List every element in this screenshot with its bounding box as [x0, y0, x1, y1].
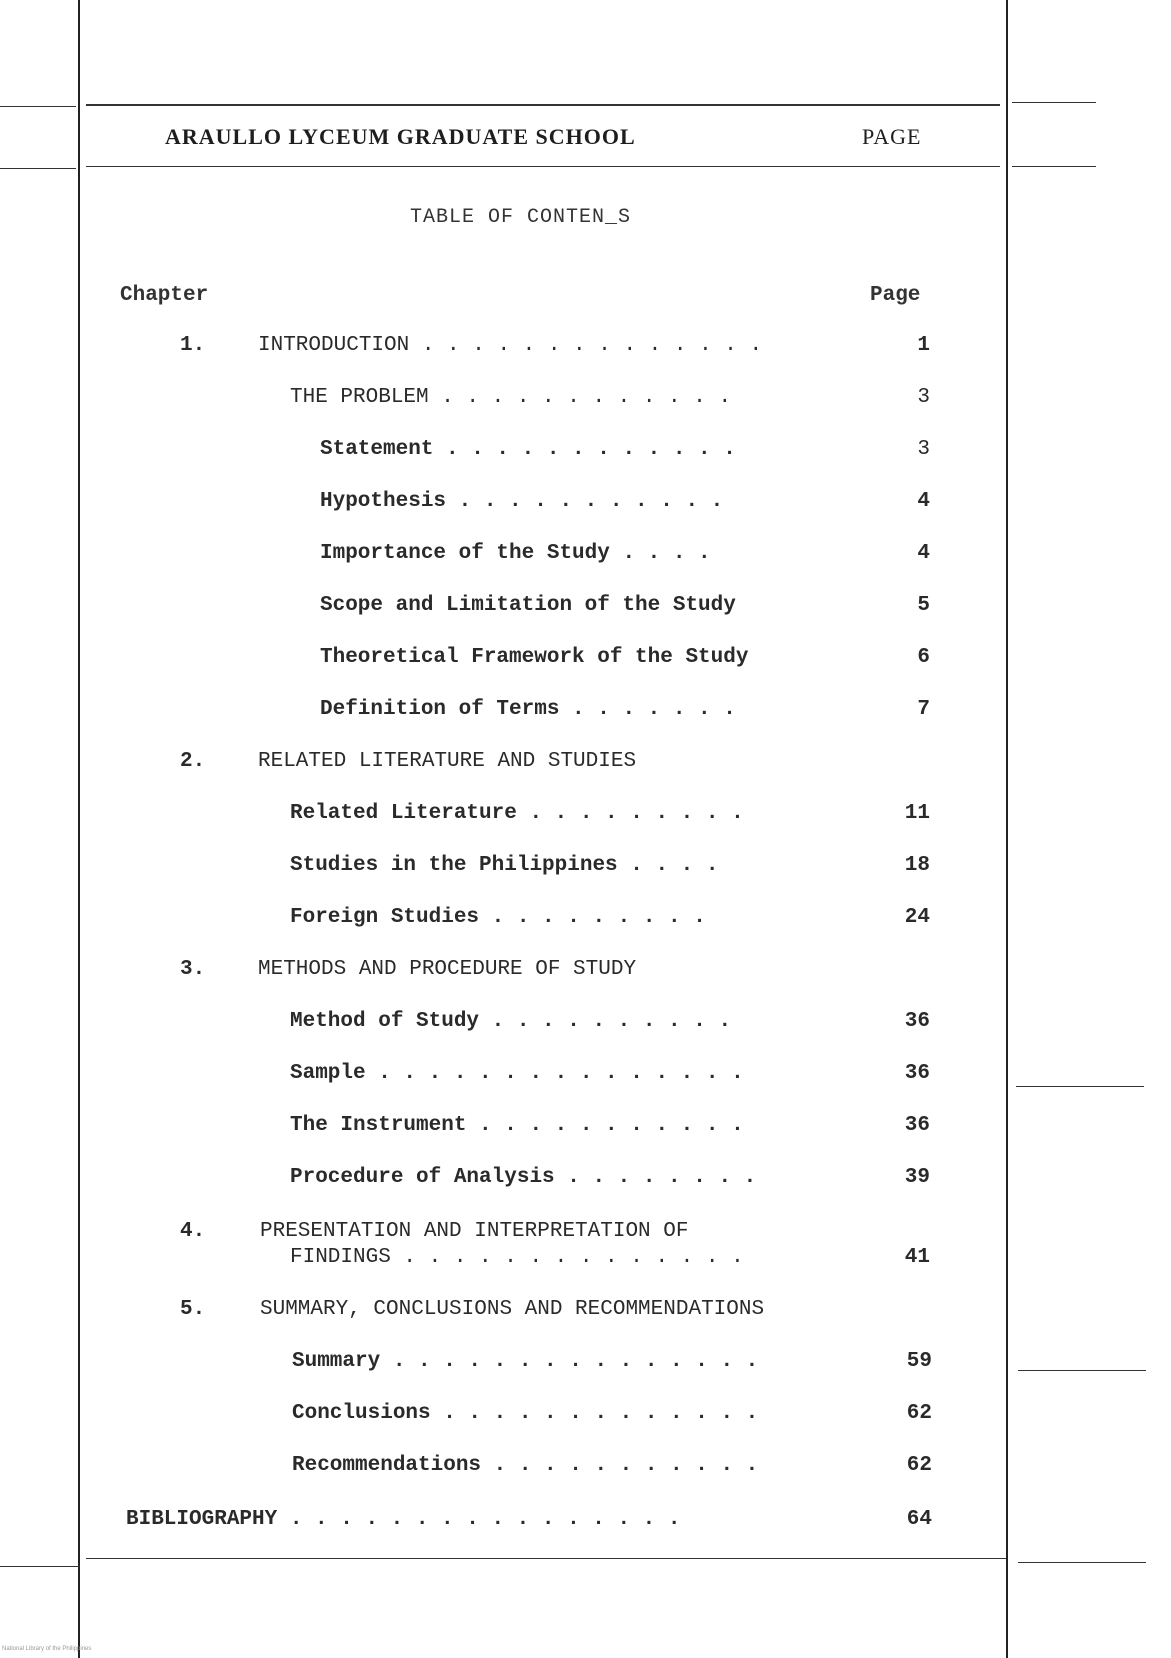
toc-entry: Summary . . . . . . . . . . . . . . .: [292, 1350, 759, 1373]
toc-entry: Related Literature . . . . . . . . .: [290, 802, 744, 825]
footer-rule: [86, 1558, 1006, 1559]
toc-entry: INTRODUCTION . . . . . . . . . . . . . .: [258, 334, 763, 357]
toc-entry: THE PROBLEM . . . . . . . . . . . .: [290, 386, 732, 409]
toc-page-number: 3: [917, 438, 930, 461]
toc-page-number: 36: [904, 1114, 930, 1137]
chapter-number: 4.: [180, 1220, 206, 1243]
toc-entry: Importance of the Study . . . .: [320, 542, 711, 565]
chapter-column-label: Chapter: [120, 284, 209, 307]
toc-page-number: 62: [906, 1454, 932, 1477]
toc-entry-continuation: FINDINGS . . . . . . . . . . . . . .: [290, 1246, 744, 1269]
toc-entry: Definition of Terms . . . . . . .: [320, 698, 736, 721]
left-outer-rule-top: [0, 106, 76, 107]
toc-page-number: 24: [904, 906, 930, 929]
toc-entry: Foreign Studies . . . . . . . . .: [290, 906, 706, 929]
toc-page-number: 6: [917, 646, 930, 669]
toc-entry: Studies in the Philippines . . . .: [290, 854, 719, 877]
toc-page-number: 3: [917, 386, 930, 409]
right-outer-rule-2: [1018, 1370, 1146, 1371]
toc-entry: The Instrument . . . . . . . . . . .: [290, 1114, 744, 1137]
toc-page-number: 1: [917, 334, 930, 357]
toc-page-number: 4: [917, 542, 930, 565]
toc-entry: Conclusions . . . . . . . . . . . . .: [292, 1402, 759, 1425]
toc-entry: METHODS AND PROCEDURE OF STUDY: [258, 958, 637, 981]
toc-page-number: 59: [906, 1350, 932, 1373]
chapter-number: 2.: [180, 750, 206, 773]
toc-page-number: 39: [904, 1166, 930, 1189]
left-outer-rule-mid: [0, 168, 76, 169]
toc-entry: Statement . . . . . . . . . . . .: [320, 438, 736, 461]
toc-page-number: 4: [917, 490, 930, 513]
right-outer-rule-1: [1016, 1086, 1144, 1087]
left-outer-rule-bottom: [0, 1566, 80, 1567]
toc-page-number: 41: [904, 1246, 930, 1269]
chapter-number: 1.: [180, 334, 206, 357]
toc-page-number: 5: [917, 594, 930, 617]
right-outer-rule-mid: [1012, 166, 1096, 167]
toc-entry: Procedure of Analysis . . . . . . . .: [290, 1166, 757, 1189]
toc-entry: PRESENTATION AND INTERPRETATION OF: [260, 1220, 689, 1243]
toc-page-number: 62: [906, 1402, 932, 1425]
header-bottom-rule: [86, 166, 1000, 167]
toc-entry: Sample . . . . . . . . . . . . . . .: [290, 1062, 744, 1085]
toc-page-number: 18: [904, 854, 930, 877]
chapter-number: 5.: [180, 1298, 206, 1321]
toc-page-number: 36: [904, 1010, 930, 1033]
archive-footer-note: National Library of the Philippines: [2, 1646, 92, 1652]
toc-page-number: 64: [906, 1508, 932, 1531]
page-label: PAGE: [862, 124, 922, 149]
right-outer-rule-top: [1012, 102, 1096, 103]
toc-entry: Hypothesis . . . . . . . . . . .: [320, 490, 724, 513]
toc-entry: Scope and Limitation of the Study: [320, 594, 736, 617]
right-outer-rule-bottom: [1018, 1562, 1146, 1563]
toc-page-number: 36: [904, 1062, 930, 1085]
page-column-label: Page: [870, 284, 921, 307]
chapter-number: 3.: [180, 958, 206, 981]
toc-entry: RELATED LITERATURE AND STUDIES: [258, 750, 637, 773]
toc-page-number: 7: [917, 698, 930, 721]
school-name: ARAULLO LYCEUM GRADUATE SCHOOL: [165, 124, 636, 149]
toc-entry: Recommendations . . . . . . . . . . .: [292, 1454, 759, 1477]
toc-page-number: 11: [904, 802, 930, 825]
left-margin-rule: [78, 0, 80, 1658]
toc-entry: SUMMARY, CONCLUSIONS AND RECOMMENDATIONS: [260, 1298, 765, 1321]
toc-title: TABLE OF CONTEN_S: [410, 206, 632, 229]
toc-entry: Theoretical Framework of the Study: [320, 646, 749, 669]
right-margin-rule: [1006, 0, 1008, 1658]
header-top-rule: [86, 104, 1000, 106]
toc-entry-bibliography: BIBLIOGRAPHY . . . . . . . . . . . . . . . .: [126, 1508, 681, 1531]
toc-entry: Method of Study . . . . . . . . . .: [290, 1010, 732, 1033]
